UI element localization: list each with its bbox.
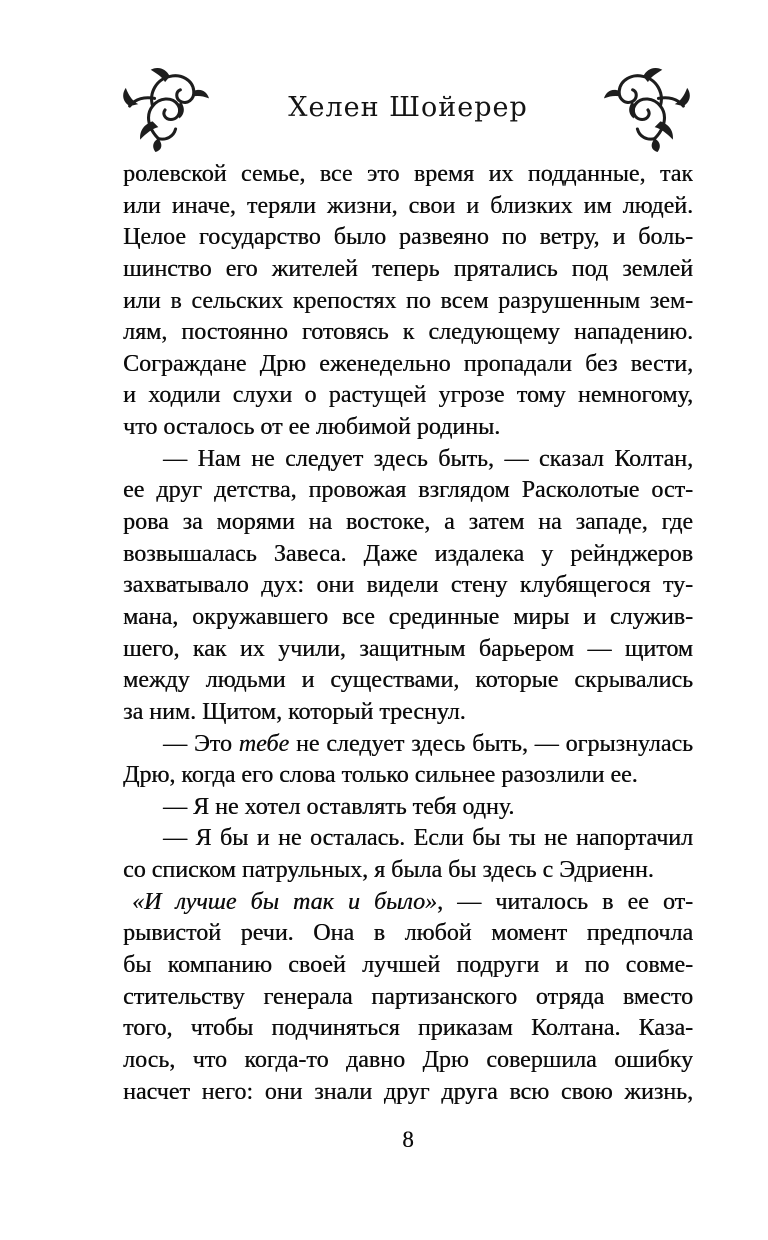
text-line [123,918,693,950]
text-line [123,444,693,476]
text-segment: ее друг детства, провожая взглядом Расколотые ост- [123,477,693,504]
text-line [123,602,693,634]
text-segment: стительству генерала партизанского отряда вместо [123,983,693,1010]
text-line [123,475,693,507]
text-line [123,1013,693,1045]
text-segment: что осталось от ее любимой родины. [123,414,501,441]
text-line [123,634,693,666]
text-segment: и ходили слухи о растущей угрозе тому немногому, [123,382,693,409]
text-segment: захватывало дух: они видели стену клубящегося ту- [123,572,693,599]
text-segment: — Я бы и не осталась. Если бы ты не напортачил [163,825,693,852]
text-line [123,982,693,1014]
floral-ornament-right-icon [601,64,693,152]
page-number: 8 [402,1127,414,1152]
text-segment: — Нам не следует здесь быть, — сказал Колтан, [163,445,693,472]
text-line [123,855,693,887]
text-segment: бы компанию своей лучшей подруги и по совме- [123,952,693,979]
text-segment: рова за морями на востоке, а затем на западе, где [123,509,693,536]
text-line [123,254,693,286]
floral-flourish-graphic [601,64,693,152]
text-line [123,286,693,318]
text-line [123,539,693,571]
text-segment: , — читалось в ее от- [437,888,693,915]
body-text [123,159,693,1108]
text-segment: — Я не хотел оставлять тебя одну. [163,793,515,820]
text-segment: — Это [163,730,239,757]
text-segment: Целое государство было развеяно по ветру, и боль- [123,224,693,251]
text-segment: за ним. Щитом, который треснул. [123,698,466,725]
text-line [123,222,693,254]
text-segment: или иначе, теряли жизни, свои и близких им людей. [123,192,693,219]
text-line [123,1077,693,1109]
text-line [123,1045,693,1077]
text-line [123,665,693,697]
italic-phrase: «И лучше бы так и было» [132,888,438,915]
text-line [123,159,693,191]
text-line [123,380,693,412]
text-segment: не следует здесь быть, — огрызнулась [289,730,693,757]
text-line [123,823,693,855]
text-line [123,697,693,729]
text-segment: между людьми и существами, которые скрывались [123,667,693,694]
text-segment: Сограждане Дрю еженедельно пропадали без вести, [123,350,693,377]
text-segment: того, чтобы подчиняться приказам Колтана. Каза- [123,1015,693,1042]
text-segment: со списком патрульных, я была бы здесь с Эдриенн. [123,857,654,884]
text-line [123,191,693,223]
text-segment: мана, окружавшего все срединные миры и служив- [123,603,693,630]
text-segment: Дрю, когда его слова только сильнее разозлили ее. [123,762,638,789]
text-segment: ролевской семье, все это время их подданные, так [123,161,693,187]
text-line [123,412,693,444]
italic-phrase: тебе [238,730,290,757]
text-segment: возвышалась Завеса. Даже издалека у рейнджеров [123,540,693,567]
text-segment: лось, что когда-то давно Дрю совершила ошибку [123,1046,693,1073]
text-segment: лям, постоянно готовясь к следующему нападению. [123,319,693,346]
text-line [123,729,693,761]
text-segment: шего, как их учили, защитным барьером — щитом [123,635,693,662]
text-line [123,507,693,539]
text-segment: рывистой речи. Она в любой момент предпочла [123,920,693,947]
running-header-author: Хелен Шойерер [288,92,528,123]
text-segment: или в сельских крепостях по всем разрушенным зем- [123,287,693,314]
text-line [123,317,693,349]
text-line [123,950,693,982]
text-segment: насчет него: они знали друг друга всю свою жизнь, [123,1078,693,1105]
text-line [123,887,693,919]
text-line [123,792,693,824]
text-segment: шинство его жителей теперь прятались под землей [123,255,693,282]
text-line [123,760,693,792]
text-line [123,349,693,381]
text-line [123,570,693,602]
